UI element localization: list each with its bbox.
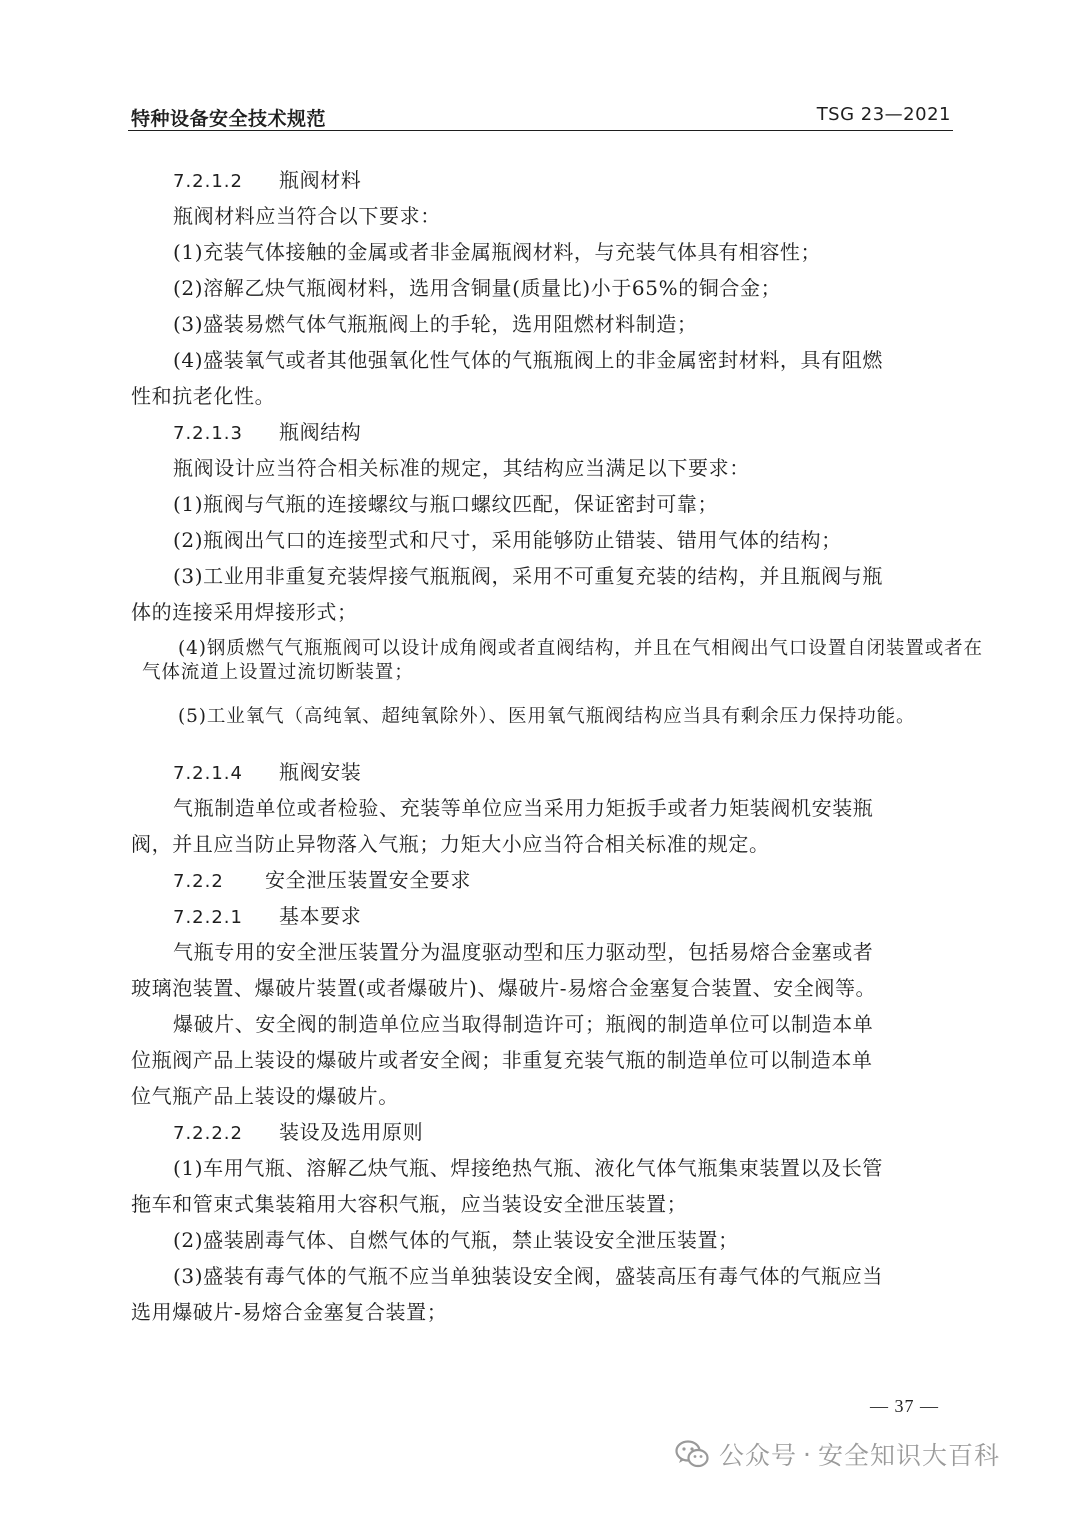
paragraph-continuation: 玻璃泡装置、爆破片装置(或者爆破片)、爆破片-易熔合金塞复合装置、安全阀等。 <box>131 976 877 1000</box>
section-number: 7.2.2.2 <box>173 1123 243 1144</box>
list-item: (3)盛装易燃气体气瓶瓶阀上的手轮，选用阻燃材料制造； <box>173 312 698 336</box>
section-heading-7214 <box>173 759 361 787</box>
paragraph-continuation: 位气瓶产品上装设的爆破片。 <box>131 1084 399 1108</box>
list-item: (4)盛装氧气或者其他强氧化性气体的气瓶瓶阀上的非金属密封材料，具有阻燃 <box>173 348 883 372</box>
list-item: (2)瓶阀出气口的连接型式和尺寸，采用能够防止错装、错用气体的结构； <box>173 528 842 552</box>
paragraph: 瓶阀设计应当符合相关标准的规定，其结构应当满足以下要求： <box>173 456 750 480</box>
section-heading-7222 <box>173 1119 423 1147</box>
list-item: (3)盛装有毒气体的气瓶不应当单独装设安全阀，盛装高压有毒气体的气瓶应当 <box>173 1264 883 1288</box>
header-rule <box>128 130 953 131</box>
section-heading-7213 <box>173 419 361 447</box>
document-series-title: 特种设备安全技术规范 <box>131 108 327 130</box>
list-item-continuation: 选用爆破片-易熔合金塞复合装置； <box>131 1300 448 1324</box>
section-title: 基本要求 <box>279 904 362 928</box>
section-number: 7.2.1.3 <box>173 423 243 444</box>
section-number: 7.2.1.2 <box>173 171 243 192</box>
section-heading-7221 <box>173 903 361 931</box>
section-title: 装设及选用原则 <box>279 1120 424 1144</box>
list-item: (2)盛装剧毒气体、自燃气体的气瓶，禁止装设安全泄压装置； <box>173 1228 739 1252</box>
list-item: (1)充装气体接触的金属或者非金属瓶阀材料，与充装气体具有相容性； <box>173 240 822 264</box>
list-item: (5)工业氧气（高纯氧、超纯氧除外）、医用氧气瓶阀结构应当具有剩余压力保持功能。 <box>178 706 916 727</box>
watermark-prefix: 公众号 <box>719 1441 798 1470</box>
section-number: 7.2.1.4 <box>173 763 243 784</box>
list-item-continuation: 气体流道上设置过流切断装置； <box>142 662 414 683</box>
section-title: 瓶阀结构 <box>279 420 362 444</box>
paragraph: 爆破片、安全阀的制造单位应当取得制造许可；瓶阀的制造单位可以制造本单 <box>173 1012 874 1036</box>
watermark-separator: · <box>803 1439 812 1469</box>
paragraph-continuation: 阀，并且应当防止异物落入气瓶；力矩大小应当符合相关标准的规定。 <box>131 832 770 856</box>
paragraph: 气瓶制造单位或者检验、充装等单位应当采用力矩扳手或者力矩装阀机安装瓶 <box>173 796 874 820</box>
section-heading-722 <box>173 867 471 895</box>
section-title: 瓶阀材料 <box>279 168 362 192</box>
list-item-continuation: 拖车和管束式集装箱用大容积气瓶，应当装设安全泄压装置； <box>131 1192 688 1216</box>
page-number: — 37 — <box>870 1396 939 1416</box>
list-item-continuation: 性和抗老化性。 <box>131 384 276 408</box>
watermark-account-name: 安全知识大百科 <box>817 1441 1000 1470</box>
paragraph: 气瓶专用的安全泄压装置分为温度驱动型和压力驱动型，包括易熔合金塞或者 <box>173 940 874 964</box>
section-title: 安全泄压装置安全要求 <box>265 868 471 892</box>
list-item: (1)车用气瓶、溶解乙炔气瓶、焊接绝热气瓶、液化气体气瓶集束装置以及长管 <box>173 1156 883 1180</box>
paragraph-continuation: 位瓶阀产品上装设的爆破片或者安全阀；非重复充装气瓶的制造单位可以制造本单 <box>131 1048 873 1072</box>
list-item-continuation: 体的连接采用焊接形式； <box>131 600 358 624</box>
wechat-icon <box>675 1439 709 1469</box>
watermark <box>675 1436 1000 1472</box>
section-number: 7.2.2.1 <box>173 907 243 928</box>
list-item: (3)工业用非重复充装焊接气瓶瓶阀，采用不可重复充装的结构，并且瓶阀与瓶 <box>173 564 883 588</box>
paragraph: 瓶阀材料应当符合以下要求： <box>173 204 441 228</box>
section-number: 7.2.2 <box>173 871 224 892</box>
list-item: (1)瓶阀与气瓶的连接螺纹与瓶口螺纹匹配，保证密封可靠； <box>173 492 719 516</box>
section-heading-7212 <box>173 167 361 195</box>
list-item: (4)钢质燃气气瓶瓶阀可以设计成角阀或者直阀结构，并且在气相阀出气口设置自闭装置或者在 <box>178 638 983 659</box>
list-item: (2)溶解乙炔气瓶阀材料，选用含铜量(质量比)小于65%的铜合金； <box>173 276 782 300</box>
standard-code: TSG 23—2021 <box>816 104 951 125</box>
section-title: 瓶阀安装 <box>279 760 362 784</box>
